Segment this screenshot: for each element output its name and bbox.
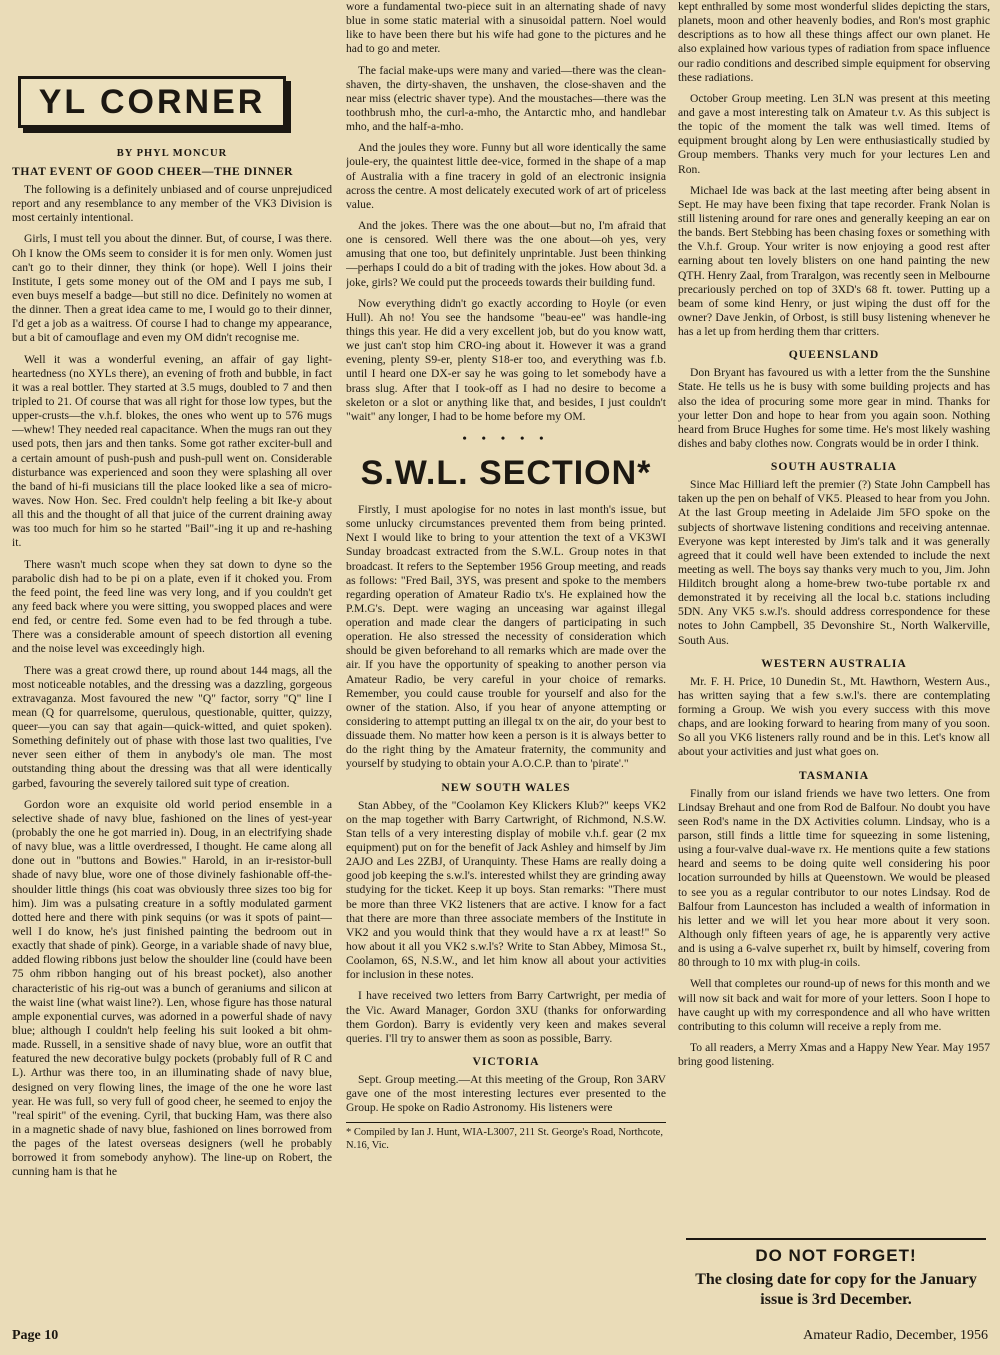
column-2 xyxy=(346,0,666,1320)
separator: • • • • • xyxy=(462,430,550,445)
paragraph: And the jokes. There was the one about—but no, I'm afraid that one is censored. Well there was the one about—oh yes, very amusing that one too, but definitely unprintable. Just been thinking—perhaps I could do a bit of trading with the jokes. How about 3d. a joke, girls? We could put the proceeds towards their building fund. xyxy=(346,218,666,289)
state-heading-south-australia: SOUTH AUSTRALIA xyxy=(770,460,898,474)
byline: BY PHYL MONCUR xyxy=(116,148,228,159)
paragraph: wore a fundamental two-piece suit in an alternating shade of navy blue in some static material with a sinusoidal pattern. Noel would like to have been there but his wife had gone to the pictures and he had to go and meter. xyxy=(346,0,666,56)
state-heading-tasmania: TASMANIA xyxy=(798,768,870,782)
state-heading-queensland: QUEENSLAND xyxy=(788,348,880,362)
swl-section-heading: S.W.L. SECTION* xyxy=(360,453,652,492)
paragraph: kept enthralled by some most wonderful slides depicting the stars, planets, moon and other heavenly bodies, and Ron's most graphic descriptions as to how all these things affect our own planet. He also explained how various types of radiation from space influence our radio conditions and described simple equipment for observing these radiations. xyxy=(678,0,990,84)
paragraph: Well that completes our round-up of news for this month and we will now sit back and wait for more of your letters. Soon I hope to have caught up with my correspondence and all who have written contributing to this column will receive a reply from me. xyxy=(678,977,990,1033)
paragraph: There was a great crowd there, up round about 144 mags, all the most noticeable notables, and the dressing was a dazzling, gorgeous extravaganza. Most favoured the new "Q" factor, sorry "Q" line I mean (Q for quarrelsome, querulous, questionable, quitter, quizzy, queer—you can say that again—quick-witted, and quiet spoken). Something definitely out of phase with those last two qualities, I've never seen either of them in anybody's ole man. The most outstanding thing about the dressing was that all were identically garbed, favouring the severely tailored suit type of creation. xyxy=(12,663,332,790)
paragraph: Firstly, I must apologise for no notes in last month's issue, but some unlucky circumstances prevented them from being printed. Next I would like to bring to your attention the text of a VK3WI Sunday broadcast extracted from the S.W.L. Group notes in that broadcast. It refers to the September 1956 Group meeting, and reads as follows: "Fred Bail, 3YS, was present and spoke to the members regarding operation of Amateur Radio tx's. He explained how the P.M.G's. Dept. were waging an unceasing war against illegal operation and made clear the dangers of participating in such operation. He also stressed the necessity of consideration which should be given beforehand to all remarks which are made over the air. If you have the opportunity of speaking to another person via Amateur Radio, be very careful in your choice of remarks. Remember, you could cause trouble for yourself and also for the owner of the station. Also, if you hear of anyone attempting or considering to attempt putting an illegal tx on the air, do your best to dissuade them. No matter how keen a person is it is always better to do the right thing by the Amateur fraternity, the community and yourself by studying to obtain your A.O.C.P. than to 'pirate'." xyxy=(346,502,666,771)
paragraph: There wasn't much scope when they sat down to dyne so the parabolic dish had to be pi on a plate, even if it choked you. From the feed point, the feed line was very long, and if you couldn't get any feed back where you were sitting, you swopped places and were end fed, or centre fed. Some even had to be fed through a tube. There was a considerable amount of speech distortion all evening and the noise level was exceedingly high. xyxy=(12,557,332,656)
paragraph: Now everything didn't go exactly according to Hoyle (or even Hull). Ah no! You see the handsome "beau-ee" was handle-ing things this year. He did a very excellent job, but do you know watt, we just can't stop him CRO-ing about it. However it was a grand evening, plenty S9-er, plenty S18-er too, and everything was f.b. until I heard one DX-er say he was going to let somebody have a brass slug. After that I took-off as I had no desire to become a skeleton or a slot or anything like that, and besides, I just couldn't "wait" any longer, I had to be home before my OM. xyxy=(346,296,666,423)
paragraph: And the joules they wore. Funny but all wore identically the same joule-ery, the quaintest little dee-vice, formed in the shape of a map of Australia with a fine tracery in gold of an electronic insignia across the centre. A most delicately executed work of art of priceless value. xyxy=(346,141,666,211)
notice-title: DO NOT FORGET! xyxy=(755,1246,917,1265)
paragraph: Gordon wore an exquisite old world period ensemble in a selective shade of navy blue, fashioned on the lines of yest-year (probably the one he got married in). Doug, in an electrifying shade of navy blue, was a little overdressed, I thought. He came along all done out in "buttons and Bowies." Harold, in an ir-resistor-bull shade of navy blue, wore one of those divinely fashionable off-the-shoulder little things (his coat was obviously three sizes too big for him). Jim was a pulsating creature in a softly modulated garment dotted here and there with pink sequins (or was it spots of paint—well I do know, he's just finished painting the bedroom out in exactly that shade of pink). George, in a variable shade of navy blue, added flowing ribbons just below the shoulder line (could have been 75 ohm ribbon hanging out of his breast pocket), also another characteristic of his rig-out was a bunch of geraniums and silicon at the waist line (what waist line?). Len, whose figure has those natural ample exponential curves, was adorned in a powerful shade of navy blue; although I couldn't help feeling his suit looked a bit ohm-made. Russell, in a sensitive shade of navy blue, wore an outfit that featured the new decorative bulgy pockets (probably full of R C and L). Arthur was there too, in an illuminating shade of navy blue, designed on very flowing lines, the image of the one he wore last year. He was full, so very full of good cheer, he seemed to enjoy the "real spirit" of the evening. Cyril, that bucking Ham, was there also in a magnetic shade of navy blue, fashioned on lines borrowed from the pages of the latest overseas designers (well he probably borrowed it from somebody anyhow). The line-up on Robert, the cunning ham is that he xyxy=(12,797,332,1179)
paragraph: Mr. F. H. Price, 10 Dunedin St., Mt. Hawthorn, Western Aus., has written saying that a few s.w.l's. there are contemplating forming a Group. We wish you every success with this move chaps, and are looking forward to hearing from many of you soon. So all you VK6 listeners rally round and be in this. Let's know all about your activities and just what goes on. xyxy=(678,674,990,759)
paragraph: The following is a definitely unbiased and of course unprejudiced report and any resemblance to any member of the VK3 Division is most certainly intentional. xyxy=(12,183,332,225)
paragraph: I have received two letters from Barry Cartwright, per media of the Vic. Award Manager, Gordon 3XU (thanks for onforwarding them Gordon). Barry is evidently very keen and makes several queries. I'll try to answer them as soon as possible, Barry. xyxy=(346,989,666,1045)
paragraph: Well it was a wonderful evening, an affair of gay light-heartedness (no XYLs there), an evening of froth and bubble, in fact it was a real bottler. They started at 3.5 mugs, doubled to 7 and then tripled to 21. Of course that was all right for those low types, but the upper-crusts—the v.h.f. blokes, the ones who went up to 576 mugs—whew! They needed real capacitance. When the mugs ran out they used pots, then jars and then tanks. Some got rather exciter-bull and a certain amount of push-push and push-pull went on. Considerable disturbance was experienced and soon they were splashing all over the band of hi-fi musicians till the place looked like a sea of micro-waves. Now Hon. Sec. Fred couldn't help feeling a bit Ike-y about all this and the thought of all that juice of the current draining away was too much for him so he started "Bail"-ing it up and re-hashing it. xyxy=(12,352,332,550)
article-subheading: THAT EVENT OF GOOD CHEER—THE DINNER xyxy=(12,165,294,178)
paragraph: Girls, I must tell you about the dinner. But, of course, I was there. Oh I know the OMs seem to consider it is for men only. Women just can't go to their dinner, they think (or hope). Well I joins their Institute, I gets some money out of the OM and I pays me sub, I even buys meself a badge—but still no dice. Definitely no women at the dinner. Then a great idea came to me, I would go to their dinner, I'd get a job as a waitress. Of course I had to change my appearance, but a bit of camouflage and even my OM didn't recognise me. xyxy=(12,232,332,345)
column-1 xyxy=(12,0,332,1320)
section-heading: YL CORNER xyxy=(38,82,266,121)
paragraph: October Group meeting. Len 3LN was present at this meeting and gave a most interesting talk on Amateur t.v. As this subject is the topic of the moment the talk was well timed. Items of equipment brought along by Len were enthusiastically studied by Group members. Thanks very much for your lectures Len and Ron. xyxy=(678,91,990,176)
state-heading-western-australia: WESTERN AUSTRALIA xyxy=(761,656,907,670)
paragraph: Finally from our island friends we have two letters. One from Lindsay Brehaut and one from Rod de Balfour. No doubt you have seen Rod's name in the DX Activities column. Lindsay, who is a parson, still finds a little time for squeezing in some listening, using a four-valve dual-wave rx. He mentions quite a few stations heard and seems to be doing quite well considering his poor location surrounded by hills at Queenstown. We would be pleased to see you as a regular contributor to our notes Lindsay. Rod de Balfour from Launceston has included a wealth of information in his letter and we will let you hear more about it very soon. Although only fifteen years of age, he is apparently very active and is using a 6-valve superhet rx, built by himself, covering from 80 through to 10 mx with plug-in coils. xyxy=(678,786,990,970)
paragraph: Sept. Group meeting.—At this meeting of the Group, Ron 3ARV gave one of the most interesting lectures ever presented to the Group. He spoke on Radio Astronomy. His listeners were xyxy=(346,1073,666,1115)
paragraph: Michael Ide was back at the last meeting after being absent in Sept. He may have been fixing that tape recorder. Frank Nolan is still listening around for rare ones and generally keeping an ear on the bands. Bert Stebbing has been chasing foxes or something with the V.h.f. Group. Your writer is now enjoying a good rest after earning about ten lovely blisters on one hand painting the new QTH. Henry Zaal, from Traralgon, was recently seen in Melbourne precariously perched on top of 3XD's 68 ft. tower. Putting up a beam of some kind Henry, or just wiping the dust off for the owner? Dave Jenkin, of Orbost, is still busy listening whenever he has a let up from herding them thar critters. xyxy=(678,183,990,339)
paragraph: To all readers, a Merry Xmas and a Happy New Year. May 1957 bring good listening. xyxy=(678,1041,990,1069)
state-heading-nsw: NEW SOUTH WALES xyxy=(441,780,571,794)
paragraph: Stan Abbey, of the "Coolamon Key Klickers Klub?" keeps VK2 on the map together with Barry Cartwright, of Richmond, N.S.W. Stan tells of a very interesting display of mobile v.h.f. gear (2 mx equipment) put on for the benefit of Jack Ashley and himself by Jim 2AJO and Les 2ZBJ, of Uranquinty. These Hams are really doing a good job keeping the s.w.l's. interested whilst they are grinding away studying for the ticket. Keep it up boys. Stan remarks: "There must be more than three VK2 listeners that are active. I know for a fact that there are more than three associate members of the Institute in VK2 and you would think that they would have a rx at least!" So how about it all you VK2 s.w.l's? Write to Stan Abbey, Mimosa St., Coolamon, 6S, N.S.W., and let him know all about your activities for inclusion in these notes. xyxy=(346,798,666,982)
notice-text: The closing date for copy for the January issue is 3rd December. xyxy=(695,1271,977,1308)
paragraph: The facial make-ups were many and varied—there was the clean-shaven, the dirty-shaven, the unshaven, the close-shaven and the near miss (electric shaver type). And the moustaches—there was the toothbrush mho, the curl-a-mho, the Antarctic mho, and handlebar mho, and the half-a-mho. xyxy=(346,63,666,134)
paragraph: Since Mac Hilliard left the premier (?) State John Campbell has taken up the pen on behalf of VK5. Pleased to hear from you John. At the last Group meeting in Adelaide Jim 5FO spoke on the subjects of shortwave listening conditions and receiving antennae. Everyone was kept interested by Jim's talk and it was generally agreed that it could well have been extended to include the next meeting as well. The boys say thanks very much to you, Jim. John Hilditch brought along a home-brew two-tube portable rx and demonstrated it by receiving all the local b.c. stations including 5DN. Any VK5 s.w.l's. should address correspondence for these notes to John Campbell, 35 Devonshire St., North Walkerville, South Aus. xyxy=(678,478,990,647)
state-heading-victoria: VICTORIA xyxy=(472,1055,540,1068)
page-number: Page 10 xyxy=(12,1328,59,1343)
deadline-notice xyxy=(686,1238,986,1310)
section-heading-box xyxy=(18,76,286,128)
publication-info: Amateur Radio, December, 1956 xyxy=(803,1328,988,1343)
column-3 xyxy=(678,0,990,1230)
footnote: * Compiled by Ian J. Hunt, WIA-L3007, 211 St. George's Road, Northcote, N.16, Vic. xyxy=(346,1122,666,1152)
paragraph: Don Bryant has favoured us with a letter from the the Sunshine State. He tells us he is busy with some building projects and has also the idea of procuring some more gear in mind. Thanks for your letter Don and hope to hear from you again soon. Nothing heard from Bruce Hughes for some time. He's most likely washing dishes and baby clothes now. Congrats would be in order I think. xyxy=(678,366,990,450)
